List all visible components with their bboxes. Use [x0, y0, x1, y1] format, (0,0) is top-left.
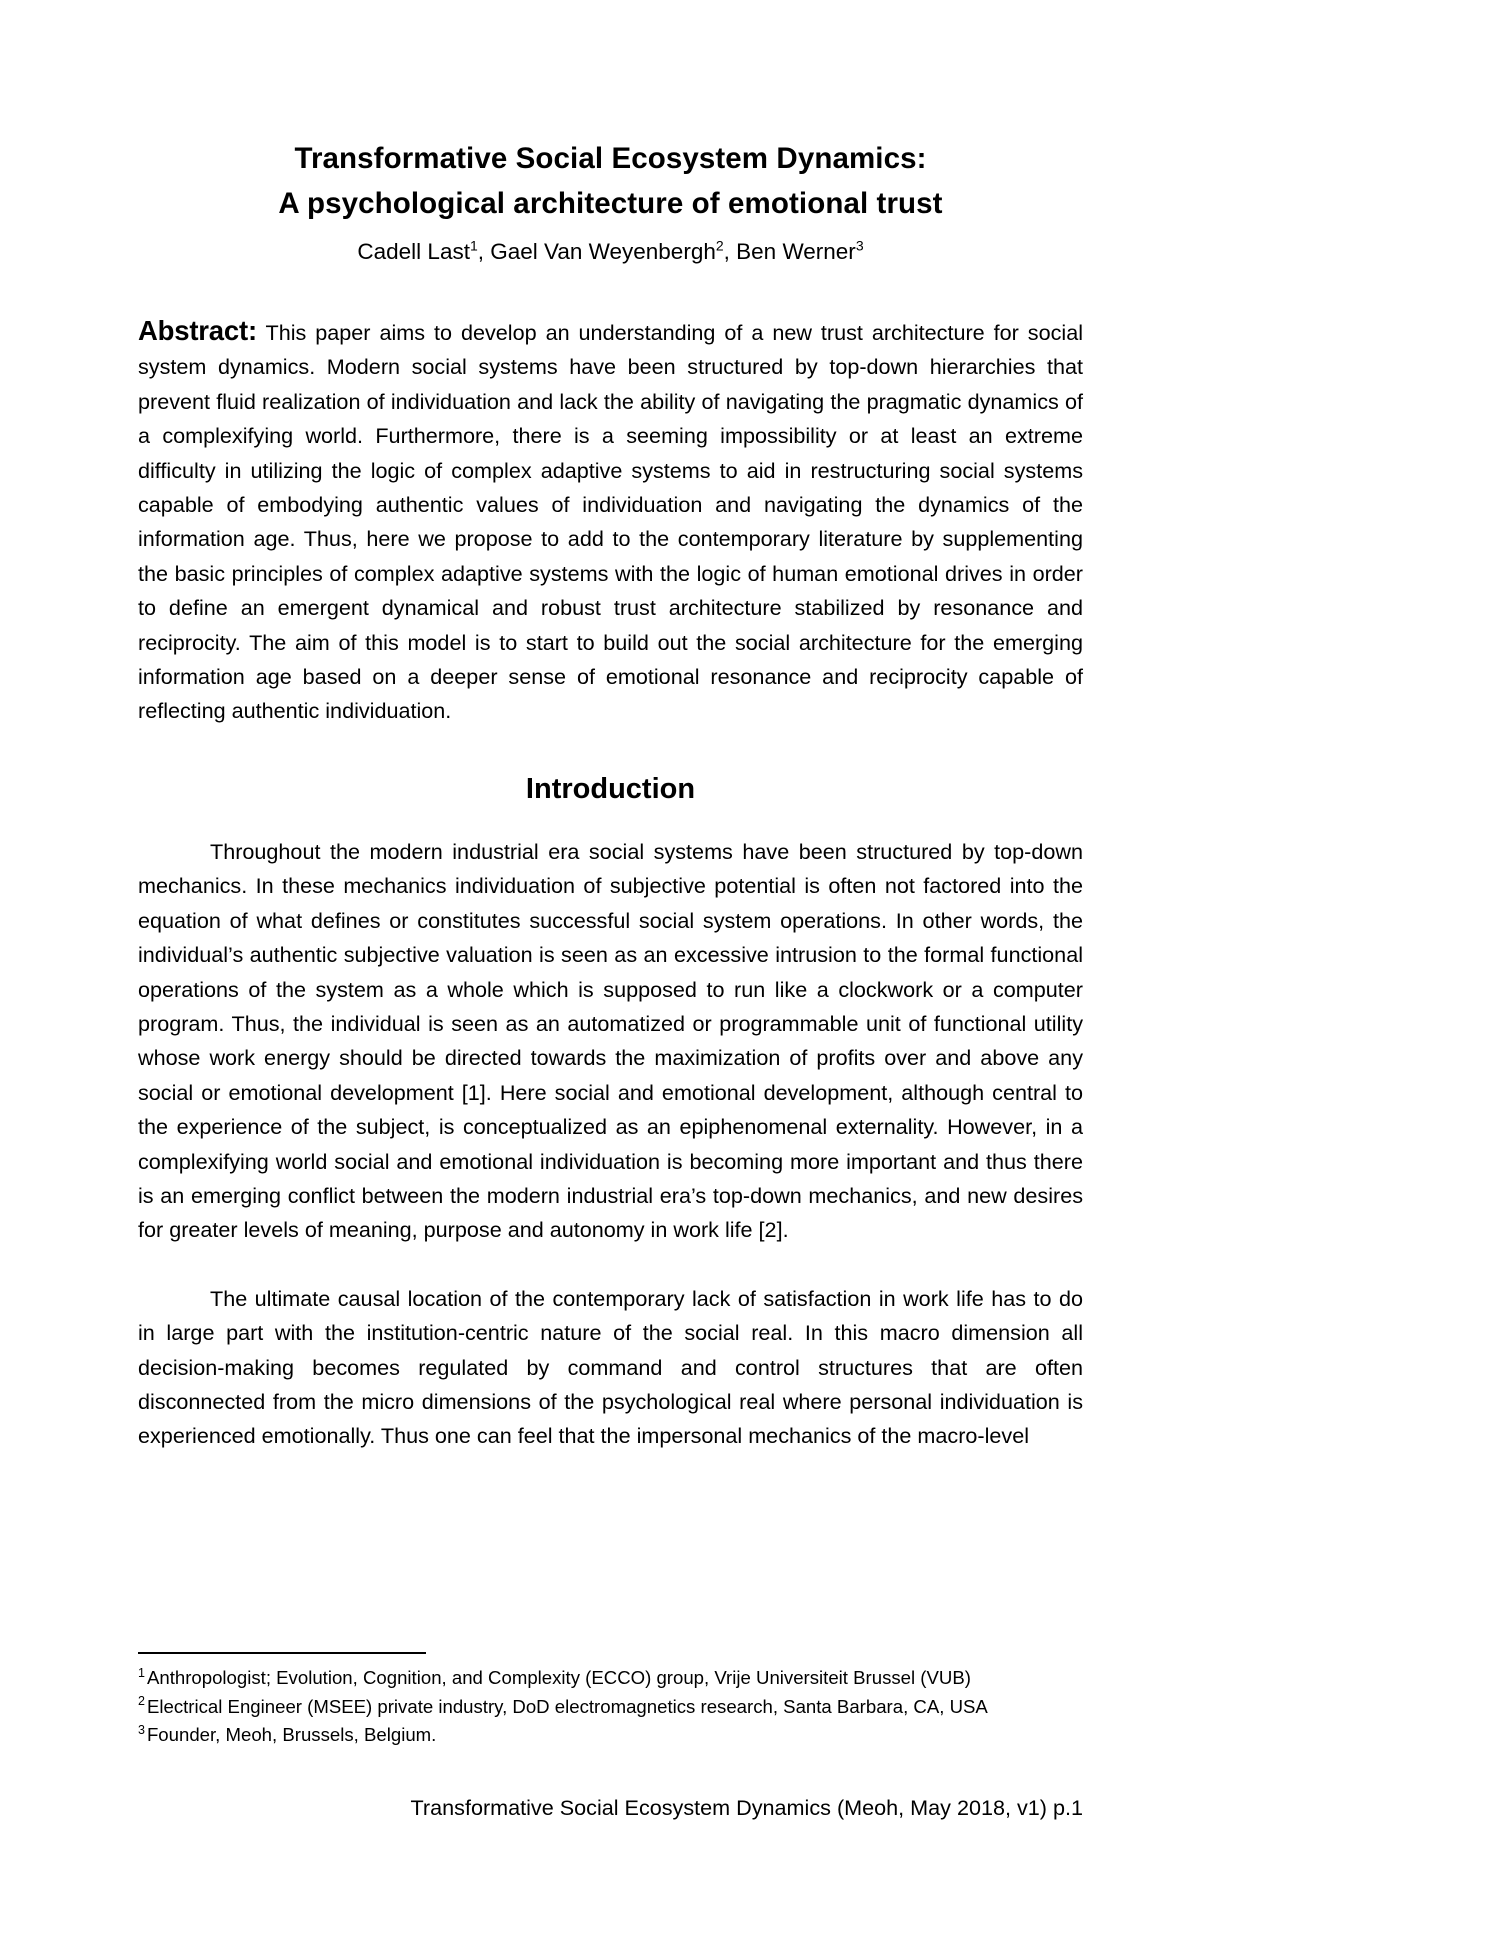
- page-content: [138, 0, 1083, 1454]
- footnote-3-marker: 3: [138, 1722, 145, 1737]
- author-list: [138, 237, 1083, 267]
- author-separator-1: ,: [477, 239, 491, 264]
- abstract-label: Abstract:: [138, 315, 257, 346]
- author-2-name: Gael Van Weyenbergh: [490, 239, 716, 264]
- paper-title-line-2: A psychological architecture of emotional trust: [278, 187, 943, 220]
- paper-title-line-1: Transformative Social Ecosystem Dynamics:: [294, 142, 927, 175]
- author-1-name: Cadell Last: [357, 239, 470, 264]
- section-heading-introduction: Introduction: [525, 772, 696, 805]
- author-1-affiliation-marker: 1: [469, 237, 478, 254]
- footnote-1-marker: 1: [138, 1665, 145, 1680]
- running-footer: Transformative Social Ecosystem Dynamics (Meoh, May 2018, v1) p.1: [410, 1795, 1083, 1820]
- title-block: [138, 136, 1083, 267]
- footnote-2-marker: 2: [138, 1694, 145, 1709]
- footnote-2-text: Electrical Engineer (MSEE) private industry, DoD electromagnetics research, Santa Barbara, CA, USA: [146, 1695, 988, 1717]
- footnote-1: [138, 1664, 1088, 1693]
- introduction-paragraph-2: The ultimate causal location of the contemporary lack of satisfaction in work life has to do in large part with the institution-centric nature of the social real. In this macro dimension all decision-making becomes regulated by command and control structures that are often disconnected from the micro dimensions of the psychological real where personal individuation is experienced emotionally. Thus one can feel that the impersonal mechanics of the macro-level: [138, 1285, 1083, 1449]
- footnote-2: [138, 1693, 1088, 1722]
- abstract-text: This paper aims to develop an understanding of a new trust architecture for social system dynamics. Modern social systems have been structured by top-down hierarchies that prevent fluid realization of individuation and lack the ability of navigating the pragmatic dynamics of a complexifying world. Furthermore, there is a seeming impossibility or at least an extreme difficulty in utilizing the logic of complex adaptive systems to aid in restructuring social systems capable of embodying authentic values of individuation and navigating the dynamics of the information age. Thus, here we propose to add to the contemporary literature by supplementing the basic principles of complex adaptive systems with the logic of human emotional drives in order to define an emergent dynamical and robust trust architecture stabilized by resonance and reciprocity. The aim of this model is to start to build out the social architecture for the emerging information age based on a deeper sense of emotional resonance and reciprocity capable of reflecting authentic individuation.: [138, 320, 1084, 724]
- footnote-1-text: Anthropologist; Evolution, Cognition, and Complexity (ECCO) group, Vrije Universiteit Brussel (VUB): [146, 1667, 971, 1688]
- abstract-block: [138, 314, 1083, 729]
- author-separator-2: ,: [723, 239, 737, 264]
- footnote-separator-rule: [138, 1652, 426, 1654]
- footnote-3: [138, 1721, 1088, 1750]
- author-3-affiliation-marker: 3: [855, 237, 864, 254]
- introduction-paragraph-1: Throughout the modern industrial era social systems have been structured by top-down mechanics. In these mechanics individuation of subjective potential is often not factored into the equation of what defines or constitutes successful social system operations. In other words, the individual’s authentic subjective valuation is seen as an excessive intrusion to the formal functional operations of the system as a whole which is supposed to run like a clockwork or a computer program. Thus, the individual is seen as an automatized or programmable unit of functional utility whose work energy should be directed towards the maximization of profits over and above any social or emotional development [1]. Here social and emotional development, although central to the experience of the subject, is conceptualized as an epiphenomenal externality. However, in a complexifying world social and emotional individuation is becoming more important and thus there is an emerging conflict between the modern industrial era’s top-down mechanics, and new desires for greater levels of meaning, purpose and autonomy in work life [2].: [138, 838, 1083, 1243]
- author-3-name: Ben Werner: [736, 239, 856, 264]
- author-2-affiliation-marker: 2: [715, 237, 724, 254]
- footnote-3-text: Founder, Meoh, Brussels, Belgium.: [146, 1724, 437, 1745]
- footnote-area: [138, 1652, 1088, 1750]
